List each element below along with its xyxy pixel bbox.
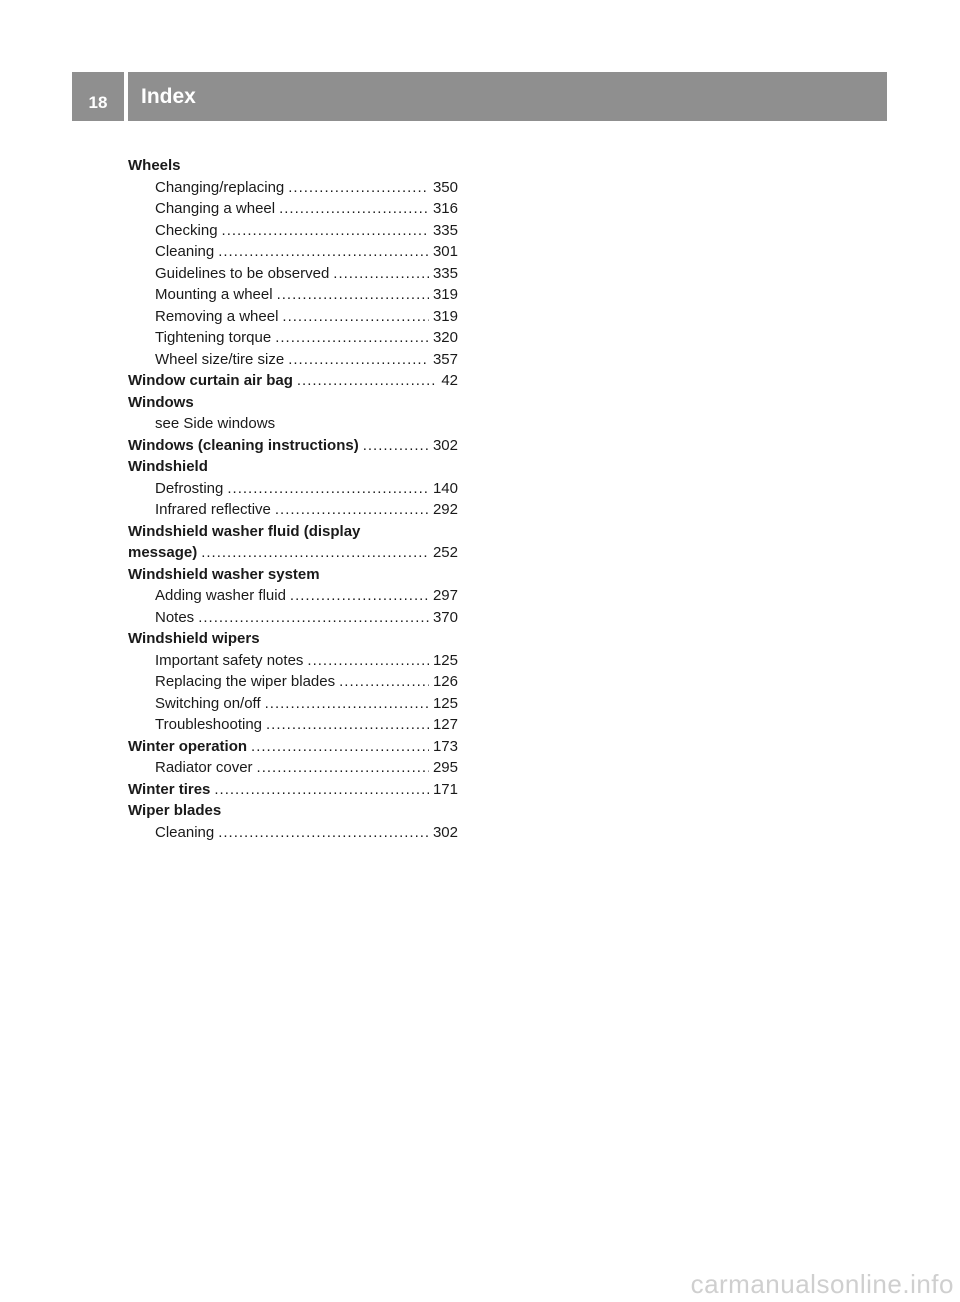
entry-label: Windshield washer system (128, 565, 320, 583)
entry-page-number: 173 (432, 737, 458, 755)
entry-page-number: 335 (432, 264, 458, 282)
entry-label: Switching on/off (155, 694, 261, 712)
entry-label: Replacing the wiper blades (155, 673, 336, 690)
dot-leader (288, 177, 429, 199)
dot-leader (201, 542, 429, 564)
entry-label: Adding washer fluid (155, 587, 286, 604)
entry-page-number: 301 (432, 243, 458, 260)
entry-page-number: 319 (432, 286, 458, 303)
entry-label: Infrared reflective (155, 501, 271, 518)
dot-leader (198, 607, 429, 629)
entry-label: Mounting a wheel (155, 286, 273, 303)
entry-label: Defrosting (155, 479, 224, 497)
entry-label: Important safety notes (155, 651, 304, 669)
index-subentry (128, 650, 458, 672)
index-subentry (128, 499, 458, 521)
entry-page-number: 316 (432, 200, 458, 217)
index-subentry (128, 198, 458, 220)
header-divider (124, 72, 128, 121)
entry-label: message) (128, 544, 198, 561)
dot-leader (214, 779, 429, 801)
index-subentry (128, 349, 458, 371)
entry-label: Windshield (128, 458, 208, 475)
index-subentry (128, 671, 458, 693)
entry-page-number: 350 (432, 178, 458, 196)
index-column (128, 155, 458, 843)
entry-page-number: 125 (432, 651, 458, 669)
index-subentry (128, 607, 458, 629)
dot-leader (265, 693, 429, 715)
entry-page-number: 126 (432, 673, 458, 690)
entry-label: Windshield wipers (128, 630, 260, 647)
dot-leader (275, 499, 429, 521)
dot-leader (218, 822, 429, 844)
entry-label: Window curtain air bag (128, 372, 293, 389)
index-entry (128, 521, 458, 543)
entry-page-number: 295 (432, 759, 458, 776)
entry-label: Cleaning (155, 243, 215, 260)
entry-label: Removing a wheel (155, 307, 279, 325)
index-subentry (128, 284, 458, 306)
entry-page-number: 335 (432, 221, 458, 239)
watermark: carmanualsonline.info (690, 1269, 954, 1299)
index-entry (128, 736, 458, 758)
index-subentry (128, 241, 458, 263)
dot-leader (339, 671, 429, 693)
entry-label: Notes (155, 608, 195, 626)
entry-label: Tightening torque (155, 329, 272, 346)
index-subentry (128, 757, 458, 779)
entry-page-number: 127 (432, 716, 458, 733)
index-entry (128, 155, 458, 177)
dot-leader (277, 284, 429, 306)
entry-page-number: 319 (432, 307, 458, 325)
entry-label: Windows (cleaning instructions) (128, 436, 359, 454)
entry-label: Winter operation (128, 737, 248, 755)
entry-label: Troubleshooting (155, 716, 263, 733)
index-subentry (128, 327, 458, 349)
index-subentry (128, 220, 458, 242)
entry-page-number: 357 (432, 350, 458, 368)
entry-label: Winter tires (128, 780, 211, 798)
index-entry (128, 779, 458, 801)
dot-leader (222, 220, 429, 242)
dot-leader (279, 198, 429, 220)
index-entry (128, 564, 458, 586)
index-subentry (128, 478, 458, 500)
dot-leader (333, 263, 429, 285)
entry-page-number: 320 (432, 329, 458, 346)
entry-page-number: 292 (432, 501, 458, 518)
index-subentry (128, 714, 458, 736)
index-entry (128, 542, 458, 564)
section-title: Index (141, 85, 196, 108)
entry-page-number: 252 (432, 544, 458, 561)
index-subentry (128, 693, 458, 715)
entry-label: Radiator cover (155, 759, 253, 776)
entry-label: see Side windows (155, 415, 276, 432)
dot-leader (227, 478, 429, 500)
entry-label: Windows (128, 393, 194, 411)
dot-leader (218, 241, 429, 263)
entry-page-number: 370 (432, 608, 458, 626)
entry-label: Changing a wheel (155, 200, 276, 217)
index-subentry (128, 413, 458, 435)
page-number: 18 (88, 93, 108, 112)
entry-label: Checking (155, 221, 218, 239)
index-entry (128, 456, 458, 478)
entry-label: Windshield washer fluid (display (128, 522, 361, 540)
dot-leader (275, 327, 429, 349)
entry-page-number: 297 (432, 587, 458, 604)
index-entry (128, 628, 458, 650)
dot-leader (363, 435, 429, 457)
entry-label: Cleaning (155, 823, 215, 841)
entry-label: Wheel size/tire size (155, 350, 285, 368)
entry-label: Wheels (128, 157, 181, 174)
dot-leader (297, 370, 437, 392)
entry-page-number: 171 (432, 780, 458, 798)
index-entry (128, 392, 458, 414)
entry-page-number: 302 (432, 436, 458, 454)
entry-page-number: 125 (432, 694, 458, 712)
index-subentry (128, 177, 458, 199)
index-entry (128, 800, 458, 822)
entry-page-number: 140 (432, 479, 458, 497)
index-subentry (128, 263, 458, 285)
entry-label: Changing/replacing (155, 178, 285, 196)
index-entry (128, 435, 458, 457)
dot-leader (266, 714, 429, 736)
dot-leader (307, 650, 429, 672)
index-subentry (128, 822, 458, 844)
dot-leader (288, 349, 429, 371)
index-subentry (128, 306, 458, 328)
index-subentry (128, 585, 458, 607)
index-entry (128, 370, 458, 392)
entry-label: Wiper blades (128, 802, 222, 819)
entry-label: Guidelines to be observed (155, 264, 330, 282)
entry-page-number: 42 (441, 372, 458, 389)
dot-leader (251, 736, 429, 758)
dot-leader (282, 306, 429, 328)
dot-leader (290, 585, 429, 607)
entry-page-number: 302 (432, 823, 458, 841)
dot-leader (257, 757, 429, 779)
